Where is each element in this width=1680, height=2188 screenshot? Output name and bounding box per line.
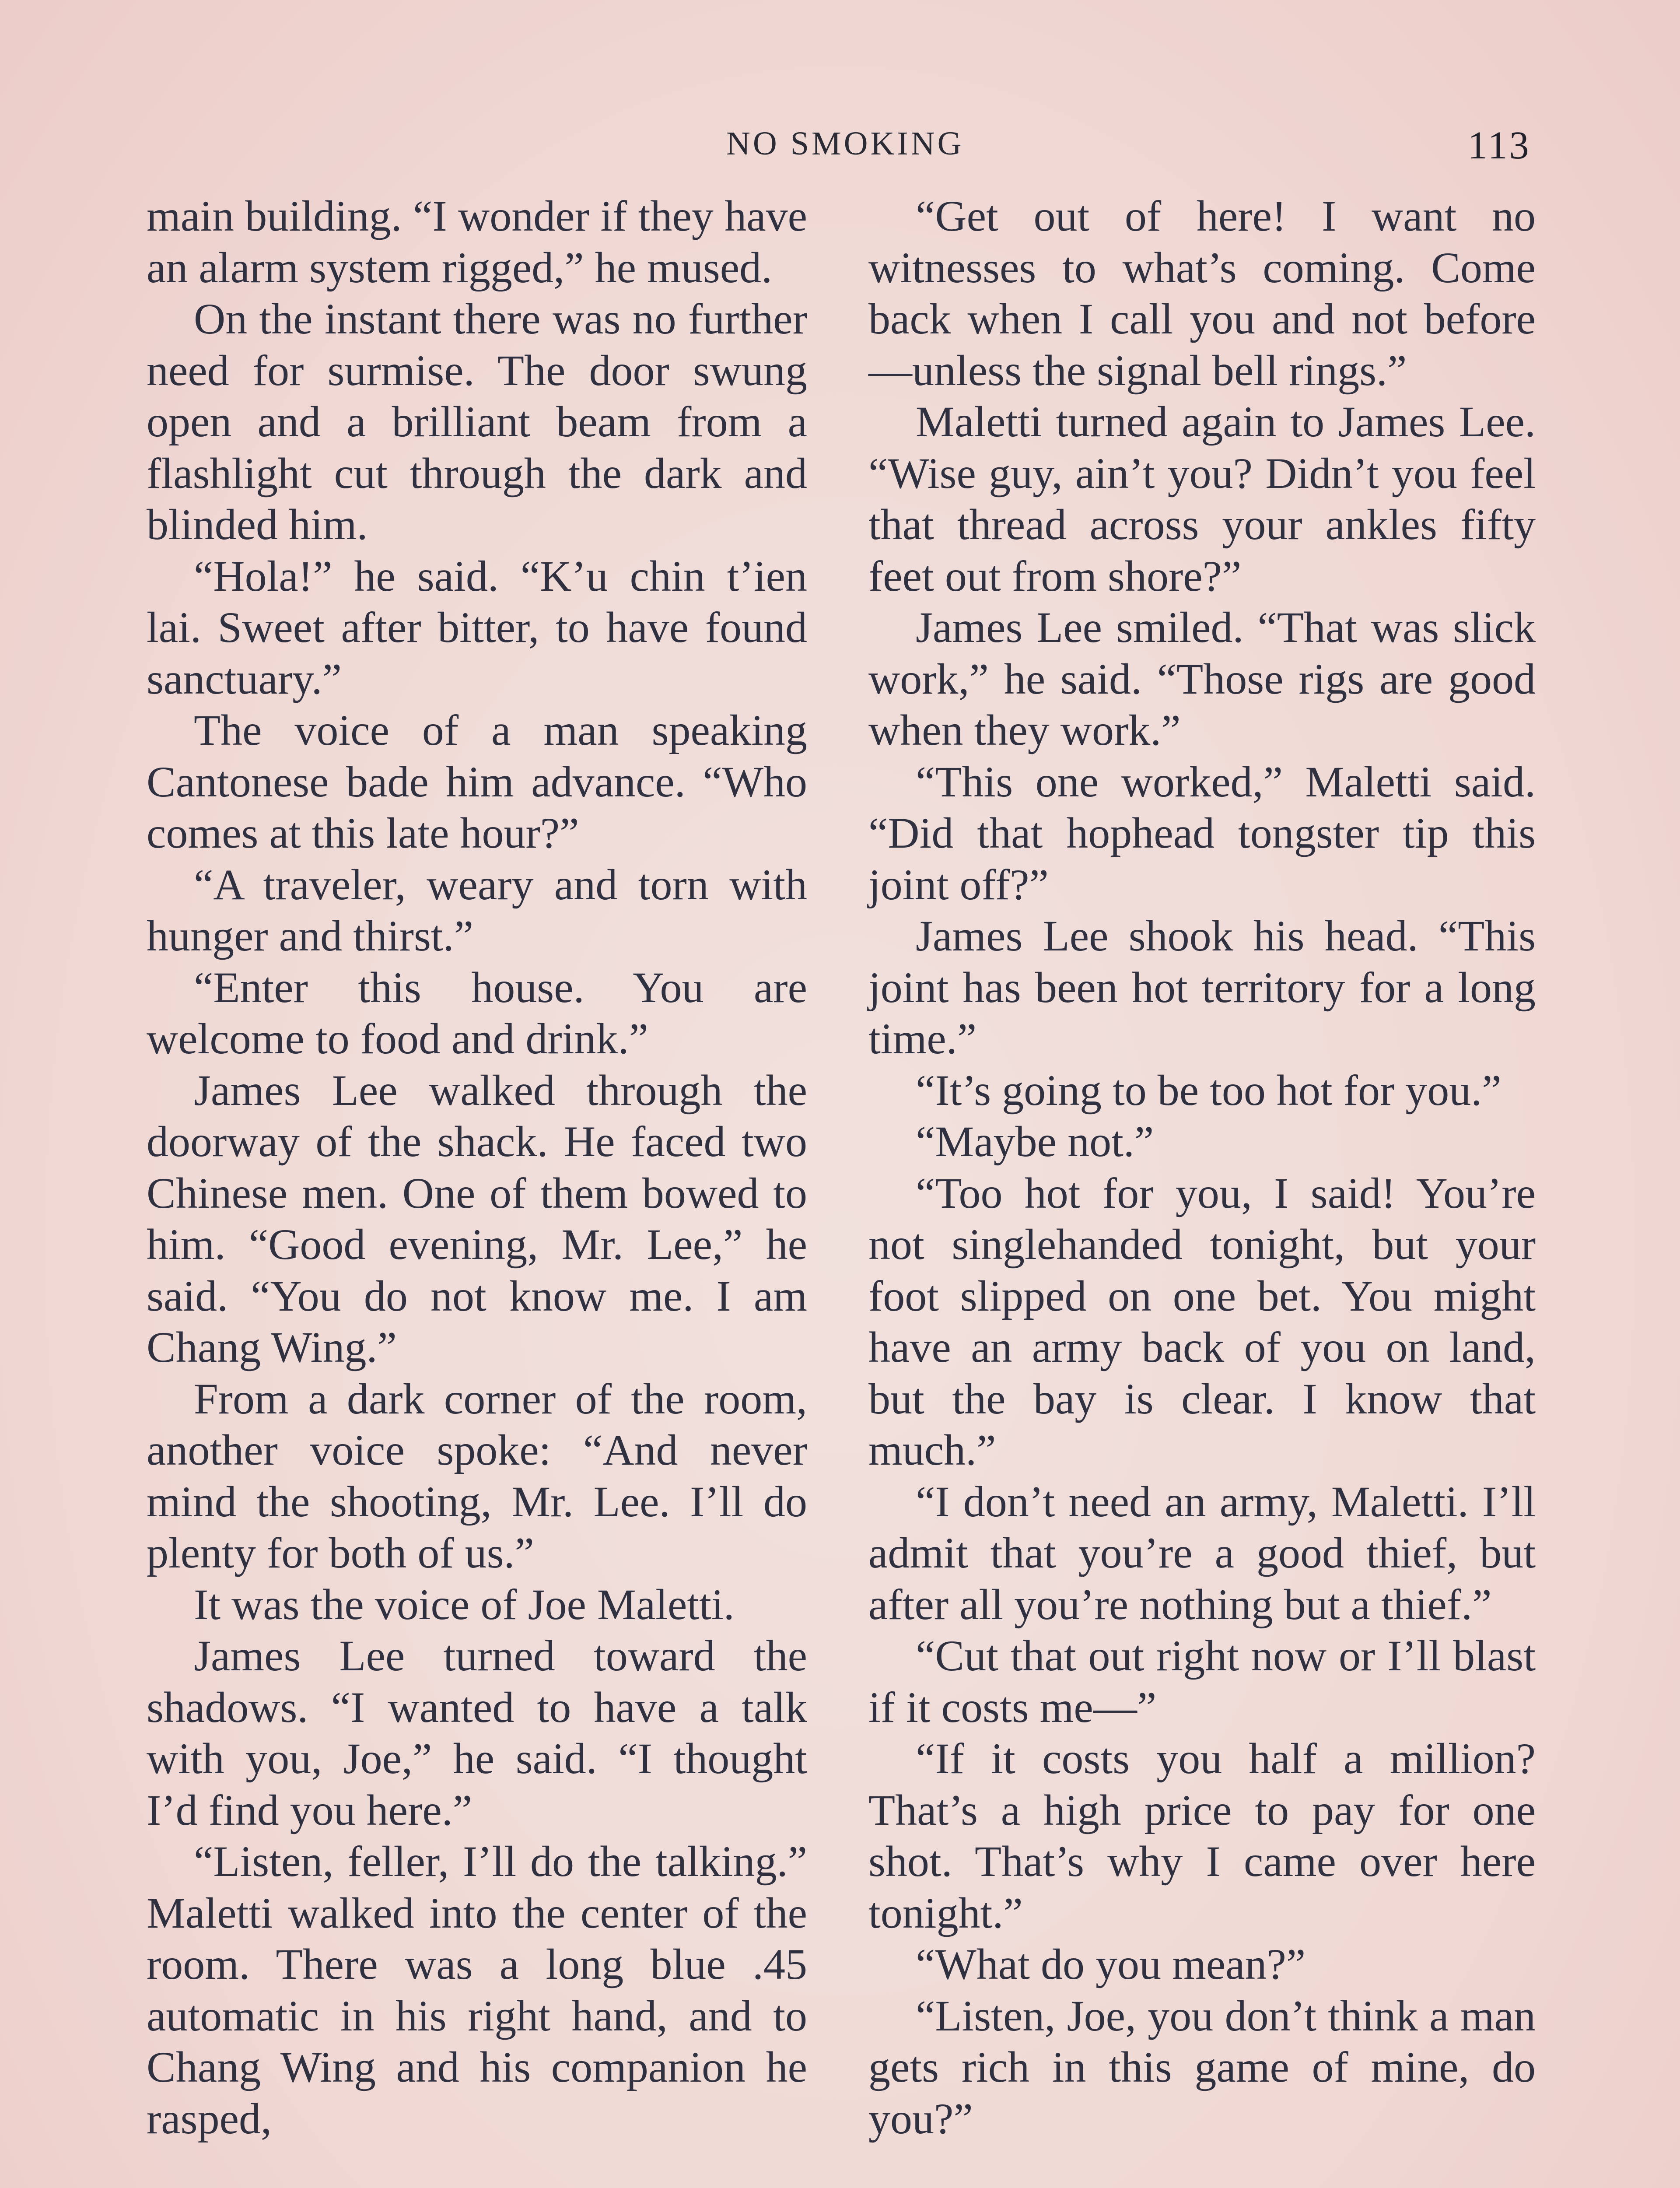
paragraph: “Listen, Joe, you don’t think a man gets rich in this game of mine, do you?” <box>868 1991 1536 2143</box>
left-column <box>147 190 807 2188</box>
paragraph: From a dark corner of the room, another voice spoke: “And never mind the shooting, Mr. Lee. I’ll do plenty for both of us.” <box>147 1374 807 1577</box>
paragraph: “Listen, feller, I’ll do the talking.” Maletti walked into the center of the room. There was a long blue .45 automatic in his right hand, and to Chang Wing and his companion he rasped, <box>147 1837 807 2143</box>
paragraph: “Too hot for you, I said! You’re not singlehanded tonight, but your foot slipped on one bet. You might have an army back of you on land, but the bay is clear. I know that much.” <box>868 1168 1536 1474</box>
paragraph: James Lee walked through the doorway of the shack. He faced two Chinese men. One of them bowed to him. “Good evening, Mr. Lee,” he said. “You do not know me. I am Chang Wing.” <box>147 1066 807 1371</box>
running-title: NO SMOKING <box>726 125 964 162</box>
running-head <box>0 125 1680 173</box>
paragraph: “It’s going to be too hot for you.” <box>916 1066 1502 1115</box>
paragraph: “Hola!” he said. “K’u chin t’ien lai. Sweet after bitter, to have found sanctuary.” <box>147 551 807 703</box>
paragraph: James Lee turned toward the shadows. “I wanted to have a talk with you, Joe,” he said. “I thought I’d find you here.” <box>147 1631 807 1834</box>
paragraph: The voice of a man speaking Cantonese bade him advance. “Who comes at this late hour?” <box>147 706 807 857</box>
paragraph: “A traveler, weary and torn with hunger and thirst.” <box>147 860 807 960</box>
paragraph: “Enter this house. You are welcome to food and drink.” <box>147 963 807 1063</box>
paragraph: “If it costs you half a million? That’s a high price to pay for one shot. That’s why I came over here tonight.” <box>868 1734 1536 1937</box>
paragraph: “Cut that out right now or I’ll blast if it costs me—” <box>868 1631 1536 1732</box>
page-number: 113 <box>1468 124 1531 167</box>
paragraph: James Lee smiled. “That was slick work,” he said. “Those rigs are good when they work.” <box>868 603 1536 754</box>
paragraph: “This one worked,” Maletti said. “Did that hophead tongster tip this joint off?” <box>868 757 1536 909</box>
paragraph: “Maybe not.” <box>916 1117 1154 1166</box>
paragraph: Maletti turned again to James Lee. “Wise guy, ain’t you? Didn’t you feel that thread across your ankles fifty feet out from shore?” <box>868 397 1536 600</box>
paragraph: “I don’t need an army, Maletti. I’ll admit that you’re a good thief, but after all you’re nothing but a thief.” <box>868 1477 1536 1629</box>
paragraph: “Get out of here! I want no witnesses to what’s coming. Come back when I call you and not before—unless the signal bell rings.” <box>868 192 1536 395</box>
paragraph: James Lee shook his head. “This joint has been hot territory for a long time.” <box>868 912 1536 1063</box>
paragraph: It was the voice of Joe Maletti. <box>194 1580 735 1629</box>
paragraph: main building. “I wonder if they have an alarm system rigged,” he mused. <box>147 192 807 292</box>
right-column <box>868 190 1536 2188</box>
paragraph: On the instant there was no further need for surmise. The door swung open and a brilliant beam from a flashlight cut through the dark and blinded him. <box>147 295 807 549</box>
paragraph: “What do you mean?” <box>916 1940 1306 1988</box>
